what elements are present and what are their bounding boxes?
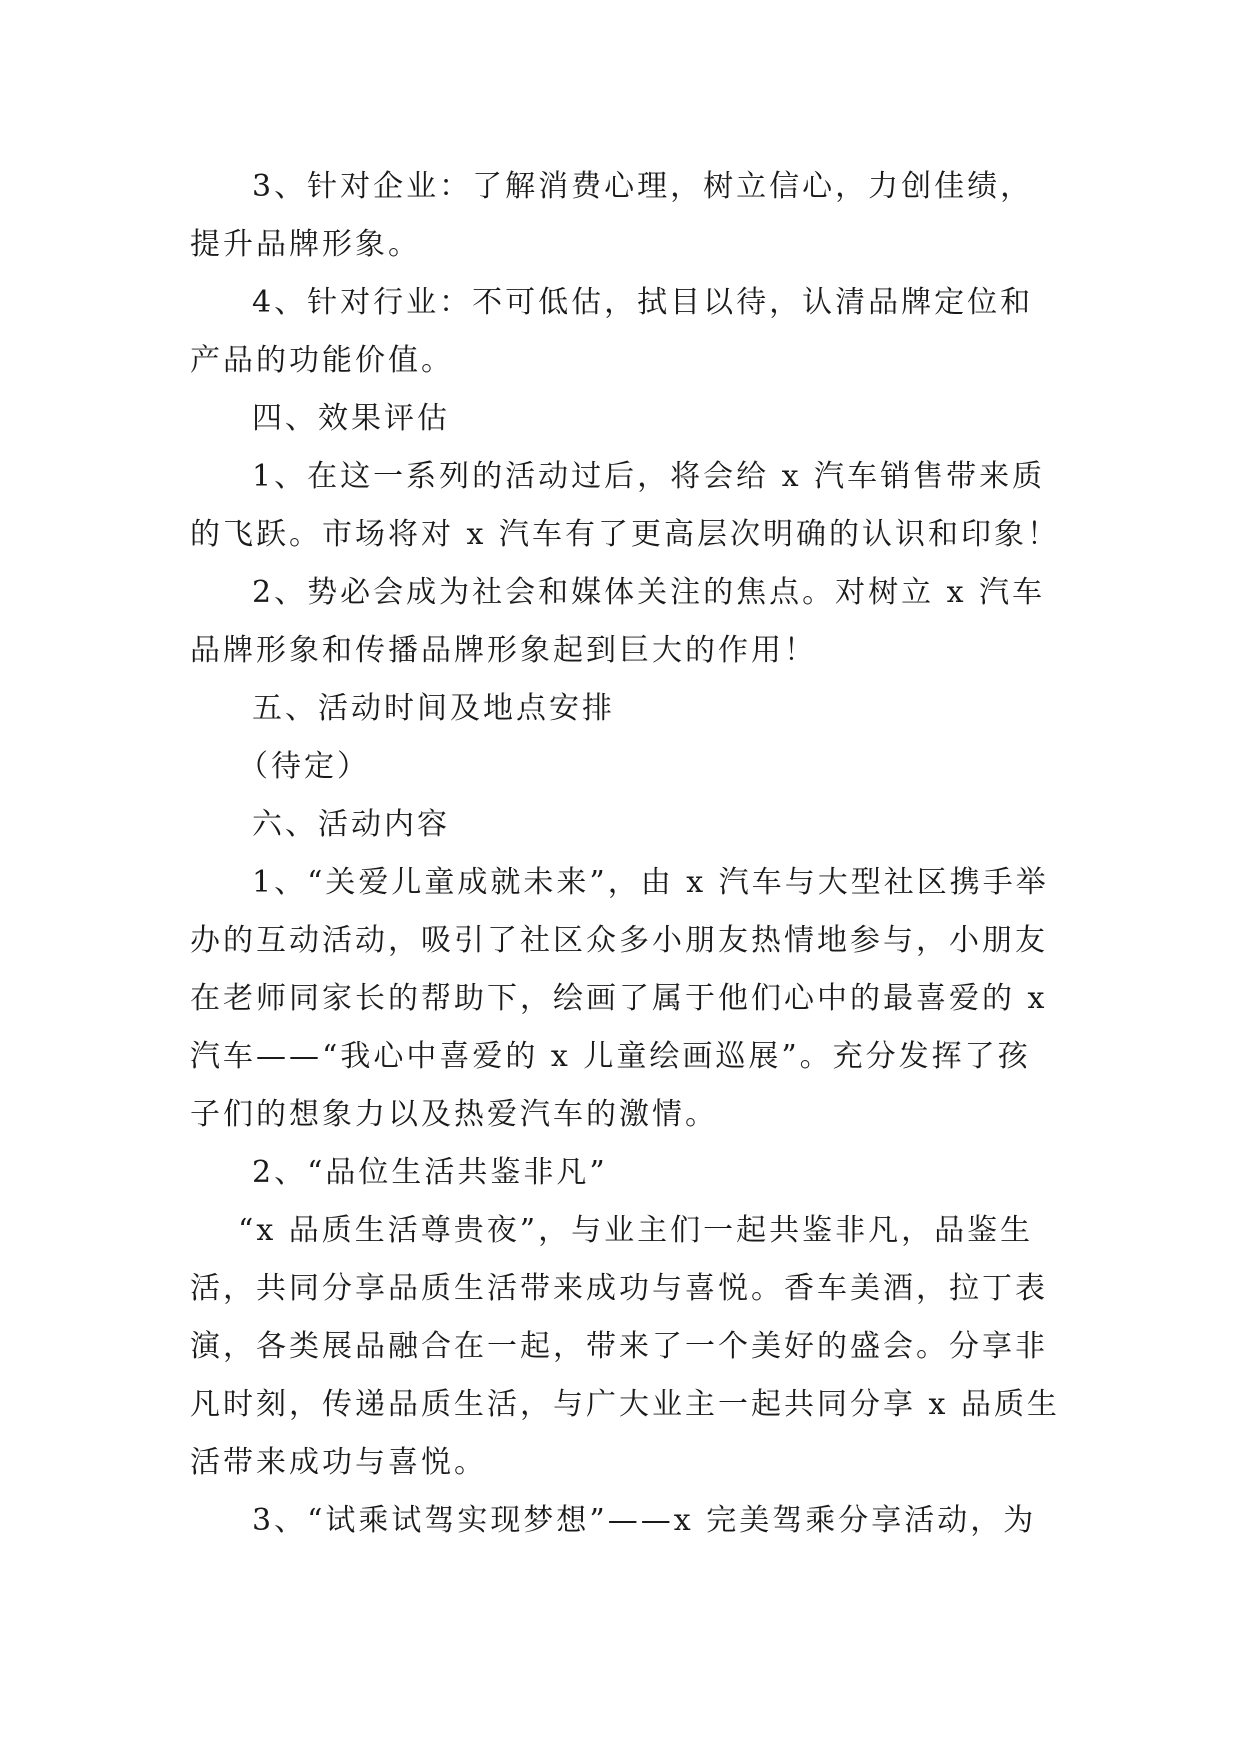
- text-line: 1、“关爱儿童成就未来”，由 x 汽车与大型社区携手举: [252, 865, 1049, 900]
- text-line: 的飞跃。市场将对 x 汽车有了更高层次明确的认识和印象！: [190, 517, 1060, 552]
- heading-text: 四、效果评估: [252, 401, 450, 436]
- text-line: 2、势必会成为社会和媒体关注的焦点。对树立 x 汽车: [252, 575, 1046, 610]
- note-tbd: [190, 738, 1050, 796]
- text-line: 汽车——“我心中喜爱的 x 儿童绘画巡展”。充分发挥了孩: [190, 1039, 1031, 1074]
- paragraph-effect-1: [190, 448, 1060, 564]
- paragraph-activity-1: [190, 854, 1050, 1144]
- heading-text: 六、活动内容: [252, 807, 450, 842]
- paragraph-activity-2: [190, 1202, 1060, 1492]
- paragraph-effect-2: [190, 564, 1050, 680]
- text-line: 4、针对行业：不可低估，拭目以待，认清品牌定位和: [252, 285, 1034, 320]
- section-heading-activity-content: [190, 796, 1050, 854]
- text-line: 3、针对企业：了解消费心理，树立信心，力创佳绩，: [252, 169, 1034, 204]
- paragraph-activity-3: [190, 1492, 1050, 1550]
- heading-text: 2、“品位生活共鉴非凡”: [252, 1155, 608, 1190]
- text-line: 在老师同家长的帮助下，绘画了属于他们心中的最喜爱的 x: [190, 981, 1048, 1016]
- text-line: 1、在这一系列的活动过后，将会给 x 汽车销售带来质: [252, 459, 1046, 494]
- note-text: （待定）: [238, 749, 370, 784]
- text-line: 3、“试乘试驾实现梦想”——x 完美驾乘分享活动，为: [252, 1503, 1037, 1538]
- paragraph-industry: [190, 274, 1050, 390]
- text-line: 凡时刻，传递品质生活，与广大业主一起共同分享 x 品质生: [190, 1387, 1060, 1422]
- document-body: [190, 158, 1060, 1550]
- text-line: 品牌形象和传播品牌形象起到巨大的作用！: [190, 633, 817, 668]
- paragraph-enterprise: [190, 158, 1050, 274]
- heading-text: 五、活动时间及地点安排: [252, 691, 615, 726]
- text-line: 活，共同分享品质生活带来成功与喜悦。香车美酒，拉丁表: [190, 1271, 1048, 1306]
- text-line: 子们的想象力以及热爱汽车的激情。: [190, 1097, 718, 1132]
- text-line: 办的互动活动，吸引了社区众多小朋友热情地参与，小朋友: [190, 923, 1048, 958]
- section-heading-time-location: [190, 680, 1050, 738]
- text-line: 活带来成功与喜悦。: [190, 1445, 487, 1480]
- section-heading-effect-evaluation: [190, 390, 1050, 448]
- text-line: 产品的功能价值。: [190, 343, 454, 378]
- text-line: 演，各类展品融合在一起，带来了一个美好的盛会。分享非: [190, 1329, 1048, 1364]
- text-line: “x 品质生活尊贵夜”，与业主们一起共鉴非凡，品鉴生: [238, 1213, 1034, 1248]
- subheading-activity-2: [190, 1144, 1050, 1202]
- text-line: 提升品牌形象。: [190, 227, 421, 262]
